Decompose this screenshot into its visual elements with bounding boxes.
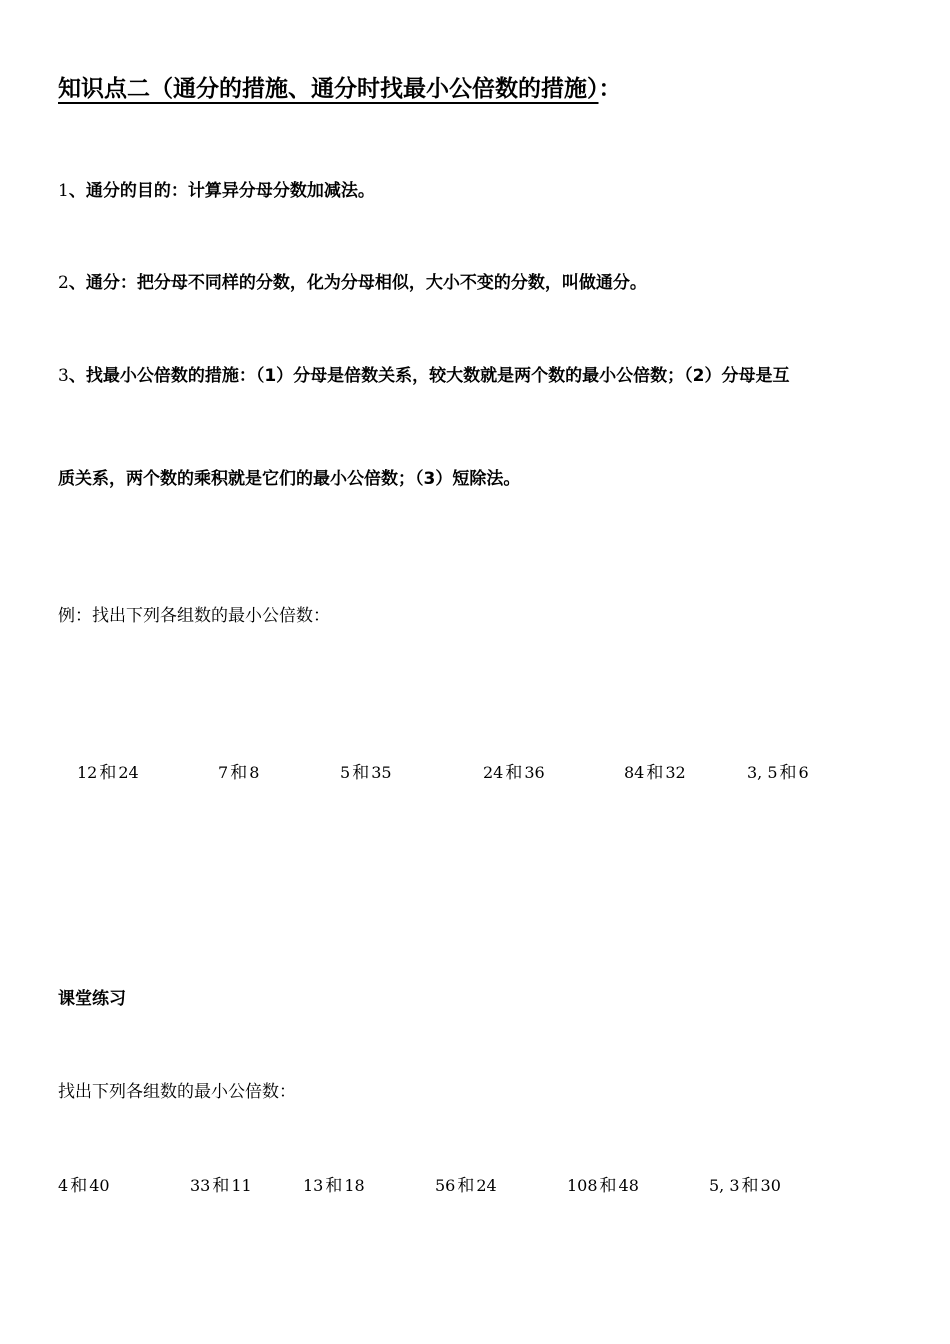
pair-first-number: 33 [190, 1176, 211, 1195]
point-3-number: 3 [58, 366, 69, 386]
example-pair [340, 761, 392, 785]
pair-second-number: 24 [118, 763, 139, 782]
pair-conjunction: 和 [457, 1176, 475, 1196]
pair-conjunction: 和 [99, 763, 117, 783]
point-1-number: 1 [58, 181, 69, 201]
pair-first-number: 56 [435, 1176, 456, 1195]
pair-first-number: 84 [624, 763, 645, 782]
pair-second-number: 32 [665, 763, 686, 782]
point-3-text: 、找最小公倍数的措施：（1）分母是倍数关系，较大数就是两个数的最小公倍数；（2）分母是互 [68, 366, 790, 386]
practice-pair [58, 1174, 110, 1198]
practice-pair [303, 1174, 365, 1198]
pair-conjunction: 和 [646, 763, 664, 783]
point-1-text: 、通分的目的：计算异分母分数加减法。 [68, 181, 375, 201]
pair-conjunction: 和 [352, 763, 370, 783]
example-pair [218, 761, 259, 785]
practice-pair [190, 1174, 252, 1198]
pair-conjunction: 和 [325, 1176, 343, 1196]
example-pair [77, 761, 139, 785]
pair-second-number: 48 [618, 1176, 639, 1195]
pair-conjunction: 和 [599, 1176, 617, 1196]
pair-conjunction: 和 [230, 763, 248, 783]
practice-pair [567, 1174, 639, 1198]
pair-first-number: 13 [303, 1176, 324, 1195]
pair-first-number: 12 [77, 763, 98, 782]
point-2-number: 2 [58, 273, 69, 293]
example-pair [747, 761, 809, 785]
practice-heading: 课堂练习 [58, 989, 126, 1009]
example-label: 例：找出下列各组数的最小公倍数： [58, 606, 330, 626]
pair-second-number: 30 [760, 1176, 781, 1195]
point-2-text: 、通分：把分母不同样的分数，化为分母相似，大小不变的分数，叫做通分。 [68, 273, 647, 293]
point-2 [58, 271, 647, 295]
page-title-text: 知识点二（通分的措施、通分时找最小公倍数的措施） [58, 76, 599, 102]
pair-second-number: 6 [798, 763, 809, 782]
pair-first-number: 7 [218, 763, 229, 782]
pair-conjunction: 和 [741, 1176, 759, 1196]
pair-second-number: 36 [524, 763, 545, 782]
point-3-continued: 质关系，两个数的乘积就是它们的最小公倍数；（3）短除法。 [58, 469, 521, 489]
pair-conjunction: 和 [70, 1176, 88, 1196]
pair-first-number: 24 [483, 763, 504, 782]
pair-second-number: 40 [89, 1176, 110, 1195]
pair-first-number: 108 [567, 1176, 598, 1195]
pair-second-number: 11 [231, 1176, 252, 1195]
practice-pair [709, 1174, 781, 1198]
pair-second-number: 8 [249, 763, 260, 782]
point-3 [58, 364, 789, 388]
pair-conjunction: 和 [212, 1176, 230, 1196]
pair-first-number: 5 [340, 763, 351, 782]
practice-pair [435, 1174, 497, 1198]
pair-second-number: 35 [371, 763, 392, 782]
page-title-colon: ： [598, 76, 622, 102]
page-title [58, 72, 622, 106]
pair-first-number: 3, 5 [747, 763, 778, 782]
pair-first-number: 5, 3 [709, 1176, 740, 1195]
point-1 [58, 179, 375, 203]
pair-second-number: 18 [344, 1176, 365, 1195]
practice-label: 找出下列各组数的最小公倍数： [58, 1082, 296, 1102]
pair-conjunction: 和 [779, 763, 797, 783]
example-pair [483, 761, 545, 785]
pair-conjunction: 和 [505, 763, 523, 783]
example-pair [624, 761, 686, 785]
pair-second-number: 24 [476, 1176, 497, 1195]
pair-first-number: 4 [58, 1176, 69, 1195]
